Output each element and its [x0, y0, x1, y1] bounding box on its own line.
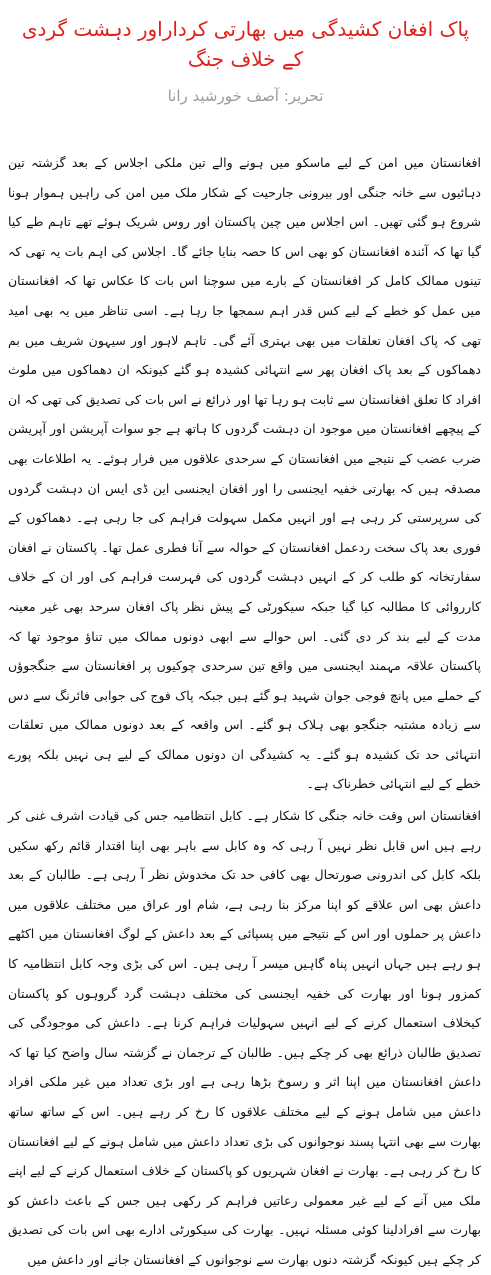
article-paragraph-2: افغانستان اس وقت خانہ جنگی کا شکار ہے۔ کابل انتظامیہ جس کی قیادت اشرف غنی کر رہے ہیں اس قابل نظر نہیں آ رہی کہ وہ کابل سے باہر بھی اپنا اقتدار قائم رکھ سکیں بلکہ کابل کی اندرونی صورتحال بھی کافی حد تک مخدوش نظر آ رہی ہے۔ طالبان کے بعد داعش بھی اس علاقے کو اپنا مرکز بنا رہی ہے، شام اور عراق میں مختلف علاقوں میں داعش پر حملوں اور اس کے نتیجے میں پسپائی کے بعد داعش کے لوگ افغانستان میں اکٹھے ہو رہے ہیں جہاں انہیں پناہ گاہیں میسر آ رہی ہیں۔ اس کی بڑی وجہ کابل انتظامیہ کا کمزور ہونا اور بھارت کی خفیہ ایجنسی کی مختلف دہشت گرد گروہوں کو پاکستان کیخلاف استعمال کرنے کے لیے انہیں سہولیات فراہم کرنا ہے۔ داعش کی موجودگی کی تصدیق طالبان ذرائع بھی کر چکے ہیں۔ طالبان کے ترجمان نے گزشتہ سال واضح کیا تھا کہ داعش افغانستان میں اپنا اثر و رسوخ بڑھا رہی ہے اور بڑی تعداد میں غیر ملکی افراد داعش میں شامل ہونے کے لیے مختلف علاقوں کا رخ کر رہے ہیں۔ اس کے ساتھ ساتھ بھارت سے بھی انتہا پسند نوجوانوں کی بڑی تعداد داعش میں شامل ہونے کے لیے افغانستان کا رخ کر رہی ہے۔ بھارت نے افغان شہریوں کو پاکستان کے خلاف استعمال کرنے کے لیے اپنے ملک میں آنے کے لیے غیر معمولی رعاتیں فراہم کر رکھی ہیں جس کے باعث داعش کو بھارت سے افرادلینا کوئی مسئلہ نہیں۔ بھارت کی سیکورٹی ادارے بھی اس بات کی تصدیق کر چکے ہیں کیونکہ گزشتہ دنوں بھارت سے نوجوانوں کے افغانستان جانے اور داعش میں	[8, 808, 481, 1267]
article-body	[8, 148, 481, 1267]
article-paragraph-1: افغانستان میں امن کے لیے ماسکو میں ہونے والے تین ملکی اجلاس کے بعد گزشتہ تین دہائیوں سے خانہ جنگی اور بیرونی جارحیت کے شکار ملک میں امن کی راہیں ہموار ہونا شروع ہو گئی تھیں۔ اس اجلاس میں چین پاکستان اور روس شریک ہوئے تھے تاہم طے کیا گیا تھا کہ آئندہ افغانستان کو بھی اس کا حصہ بنایا جائے گا۔ اجلاس کی اہم بات یہ تھی کہ تینوں ممالک کامل کر افغانستان کے بارے میں سوچنا اس بات کا عکاس تھا کہ افغانستان میں عمل کو خطے کے لیے کس قدر اہم سمجھا جا رہا ہے۔ اسی تناظر میں یہ بھی امید تھی کہ پاک افغان تعلقات میں بھی بہتری آئے گی۔ تاہم لاہور اور سیہون شریف میں بم دھماکوں کے بعد پاک افغان پھر سے انتہائی کشیدہ ہو گئے کیونکہ ان دھماکوں میں ملوث افراد کا تعلق افغانستان سے ثابت ہو رہا تھا اور ذرائع نے اس بات کی تصدیق کی تھی کہ ان کے پیچھے افغانستان میں موجود ان دہشت گردوں کا ہاتھ ہے جو سوات آپریشن اور آپریشن ضرب عضب کے نتیجے میں افغانستان کے سرحدی علاقوں میں فرار ہوئے۔ یہ اطلاعات بھی مصدقہ ہیں کہ بھارتی خفیہ ایجنسی را اور افغان ایجنسی این ڈی ایس ان دہشت گردوں کی سرپرستی کر رہی ہے اور انہیں مکمل سہولت فراہم کی جا رہی ہے۔ دھماکوں کے فوری بعد پاک سخت ردعمل افغانستان کے حوالہ سے آنا فطری عمل تھا۔ پاکستان نے افغان سفارتخانہ کو طلب کر کے انہیں دہشت گردوں کی فہرست فراہم کی اور ان کے خلاف کارروائی کا مطالبہ کیا گیا جبکہ سیکورٹی کے پیش نظر پاک افغان سرحد بھی غیر معینہ مدت کے لیے بند کر دی گئی۔ اس حوالے سے ابھی دونوں ممالک میں تناؤ موجود تھا کہ پاکستان علاقہ مہمند ایجنسی میں واقع تین سرحدی چوکیوں پر افغانستان سے جنگجوؤں کے حملے میں پانچ فوجی جوان شہید ہو گئے ہیں جبکہ پاک فوج کی جوابی فائرنگ سے دس سے زیادہ مشتبہ جنگجو بھی ہلاک ہو گئے۔ اس واقعہ کے بعد دونوں ممالک میں تعلقات انتہائی حد تک کشیدہ ہو گئے۔ یہ کشیدگی ان دونوں ممالک کے لیے ہی نہیں بلکہ پورے خطے کے لیے انتہائی خطرناک ہے۔	[8, 155, 481, 792]
article-title: پاک افغان کشیدگی میں بھارتی کرداراور دہشت گردی کے خلاف جنگ	[21, 17, 470, 71]
article-byline: تحریر: آصف خورشید رانا	[167, 87, 324, 105]
